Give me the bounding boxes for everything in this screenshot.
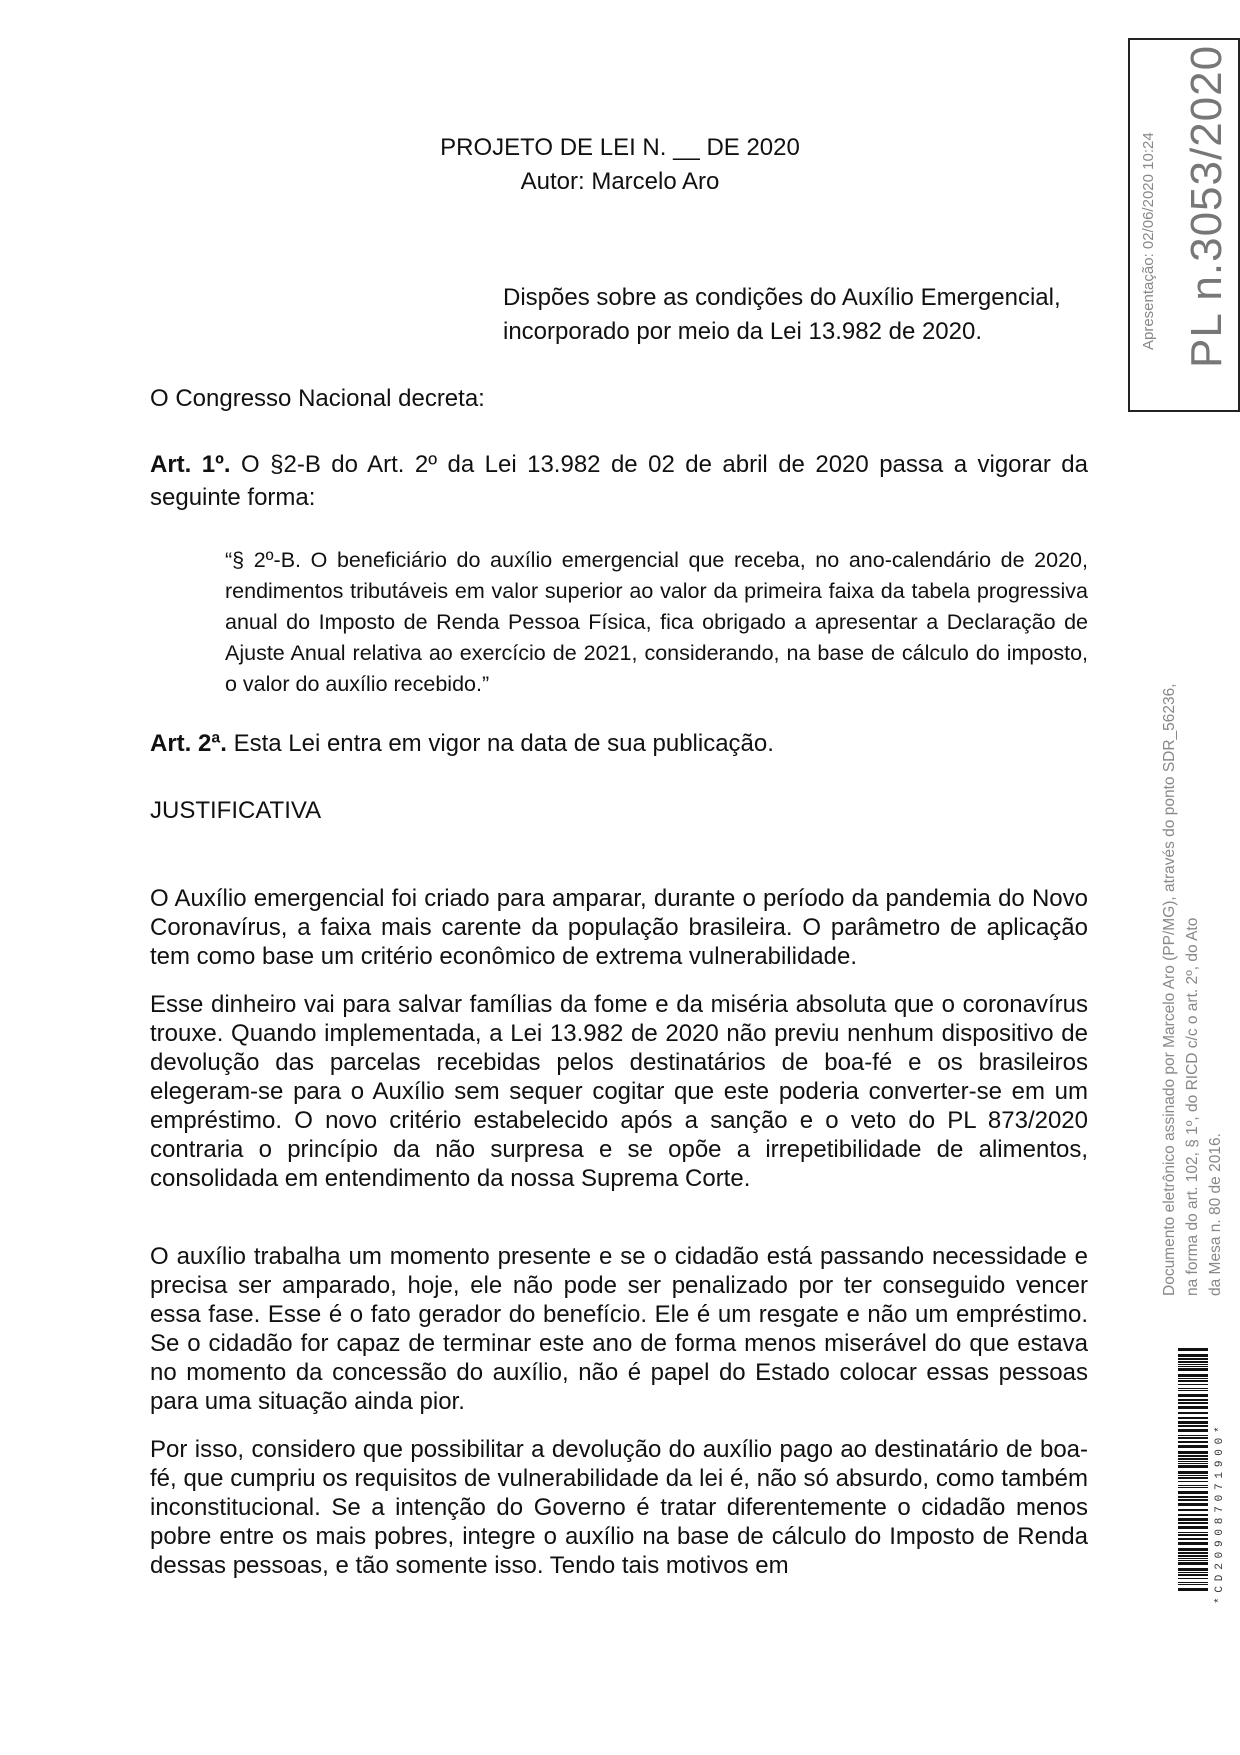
justification-paragraph-3: O auxílio trabalha um momento presente e se o cidadão está passando necessidade e precisa ser amparado, hoje, ele não pode ser penalizado por ter conseguido vencer essa fase. Esse é o fato gerador do benefício. Ele é um resgate e não um empréstimo. Se o cidadão for capaz de terminar este ano de forma menos miserável do que estava no momento da concessão do auxílio, não é papel do Estado colocar essas pessoas para uma situação ainda pior. [150, 1243, 1088, 1415]
barcode-bar [1178, 1361, 1208, 1363]
barcode-bar [1178, 1475, 1208, 1476]
signature-note [1158, 683, 1227, 1296]
barcode-bar [1178, 1503, 1208, 1506]
article-1 [150, 448, 1088, 514]
barcode-bar [1178, 1421, 1208, 1424]
bill-author: Autor: Marcelo Aro [520, 168, 720, 195]
barcode-bar [1178, 1402, 1208, 1404]
barcode-bar [1178, 1481, 1208, 1482]
barcode-bar [1178, 1499, 1208, 1501]
barcode-bar [1178, 1496, 1208, 1498]
barcode-bar [1178, 1548, 1208, 1551]
justification-paragraph-2: Esse dinheiro vai para salvar famílias da fome e da miséria absoluta que o coronavírus trouxe. Quando implementada, a Lei 13.982 de 2020 não previu nenhum dispositivo de devolução das parcelas recebidas pelos destinatários de boa-fé e os brasileiros elegeram-se para o Auxílio sem sequer cogitar que este poderia converter-se em um empréstimo. O novo critério estabelecido após a sanção e o veto do PL 873/2020 contraria o princípio da não surpresa e se opõe a irrepetibilidade de alimentos, consolidada em entendimento da nossa Suprema Corte. [150, 991, 1088, 1192]
barcode-bar [1178, 1582, 1208, 1583]
barcode-bar [1178, 1526, 1208, 1529]
justification-paragraph-4: Por isso, considero que possibilitar a devolução do auxílio pago ao destinatário de boa-fé, que cumpriu os requisitos de vulnerabilidade da lei é, não só absurdo, como também inconstitucional. Se a intenção do Governo é tratar diferentemente o cidadão menos pobre entre os mais pobres, integre o auxílio na base de cálculo do Imposto de Renda dessas pessoas, e tão somente isso. Tendo tais motivos em [150, 1436, 1088, 1579]
ementa-line-2: incorporado por meio da Lei 13.982 de 2020. [503, 318, 983, 345]
barcode-bar [1178, 1425, 1208, 1427]
barcode-bar [1178, 1552, 1208, 1554]
barcode-bar [1178, 1445, 1208, 1448]
barcode-bar [1178, 1465, 1208, 1468]
barcode-bar [1178, 1458, 1208, 1460]
barcode-bar [1178, 1532, 1208, 1533]
barcode-text: *CD209087071900* [1214, 1421, 1226, 1604]
barcode-bar [1178, 1514, 1208, 1516]
article-1-quote: “§ 2º-B. O beneficiário do auxílio emergencial que receba, no ano-calendário de 2020, rendimentos tributáveis em valor superior ao valor da primeira faixa da tabela progressiva anual do Imposto de Renda Pessoa Física, fica obrigado a apresentar a Declaração de Ajuste Anual relativa ao exercício de 2021, considerando, na base de cálculo do imposto, o valor do auxílio recebido.” [225, 548, 1088, 696]
barcode-bar [1178, 1584, 1208, 1585]
barcode-bar [1178, 1461, 1208, 1462]
barcode-bar [1178, 1354, 1208, 1357]
barcode-bar [1178, 1518, 1208, 1521]
barcode-bar [1178, 1509, 1208, 1511]
article-2-label: Art. 2ª. [150, 730, 227, 757]
signature-line-3: da Mesa n. 80 de 2016. [1207, 1133, 1224, 1296]
barcode-bar [1178, 1455, 1208, 1457]
barcode-bar [1178, 1542, 1208, 1545]
barcode-bar [1178, 1435, 1208, 1436]
barcode-bar [1178, 1477, 1208, 1479]
barcode-bar [1178, 1560, 1208, 1561]
barcode-bar [1178, 1562, 1208, 1565]
barcode-bar [1178, 1417, 1208, 1419]
barcode-bar [1178, 1568, 1208, 1571]
justificativa-heading: JUSTIFICATIVA [150, 797, 322, 824]
barcode-bar [1178, 1412, 1208, 1414]
barcode-bar [1178, 1390, 1208, 1391]
barcode-bar [1178, 1406, 1208, 1409]
signature-line-1: Documento eletrônico assinado por Marcelo Aro (PP/MG), através do ponto SDR_56236, [1161, 683, 1178, 1296]
barcode-bar [1178, 1399, 1208, 1401]
stamp-date: Apresentação: 02/06/2020 10:24 [1140, 132, 1157, 350]
article-1-text: O §2-B do Art. 2º da Lei 13.982 de 02 de abril de 2020 passa a vigorar da seguinte forma: [150, 451, 1089, 511]
bill-title: PROJETO DE LEI N. __ DE 2020 [440, 134, 800, 161]
barcode-bar [1178, 1522, 1208, 1524]
justification-paragraph-1: O Auxílio emergencial foi criado para amparar, durante o período da pandemia do Novo Coronavírus, a faixa mais carente da população brasileira. O parâmetro de aplicação tem como base um critério econômico de extrema vulnerabilidade. [150, 885, 1088, 970]
barcode-bar [1178, 1368, 1208, 1371]
barcode-bar [1178, 1441, 1208, 1443]
barcode-bar [1178, 1588, 1208, 1591]
barcode-bar [1178, 1429, 1208, 1432]
barcode-bar [1178, 1358, 1208, 1360]
barcode [1178, 1348, 1226, 1604]
barcode-bar [1178, 1534, 1208, 1536]
barcode-bar [1178, 1374, 1208, 1377]
barcode-bar [1178, 1572, 1208, 1573]
article-2 [150, 729, 1088, 758]
barcode-bar [1178, 1364, 1208, 1365]
barcode-bar [1178, 1558, 1208, 1559]
barcode-bar [1178, 1555, 1208, 1557]
barcode-bar [1178, 1491, 1208, 1494]
barcode-bar [1178, 1578, 1208, 1579]
barcode-bar [1178, 1378, 1208, 1379]
barcode-bar [1178, 1487, 1208, 1488]
barcode-bar [1178, 1485, 1208, 1486]
barcode-bar [1178, 1463, 1208, 1464]
barcode-bar [1178, 1388, 1208, 1389]
barcode-bar [1178, 1451, 1208, 1454]
stamp-number: PL n.3053/2020 [1182, 44, 1231, 368]
barcode-bar [1178, 1366, 1208, 1367]
ementa-line-1: Dispões sobre as condições do Auxílio Emergencial, [503, 284, 1061, 311]
signature-line-2: na forma do art. 102, § 1º, do RICD c/c o art. 2º, do Ato [1184, 917, 1201, 1296]
barcode-bar [1178, 1538, 1208, 1540]
article-1-label: Art. 1º. [150, 451, 231, 478]
article-2-text: Esta Lei entra em vigor na data de sua publicação. [226, 730, 774, 757]
barcode-bar [1178, 1380, 1208, 1382]
barcode-bar [1178, 1384, 1208, 1385]
barcode-bar [1178, 1394, 1208, 1397]
barcode-bar [1178, 1471, 1208, 1474]
barcode-bar [1178, 1574, 1208, 1576]
barcode-bar [1178, 1437, 1208, 1439]
barcode-bar [1178, 1348, 1208, 1351]
preamble: O Congresso Nacional decreta: [150, 385, 485, 412]
